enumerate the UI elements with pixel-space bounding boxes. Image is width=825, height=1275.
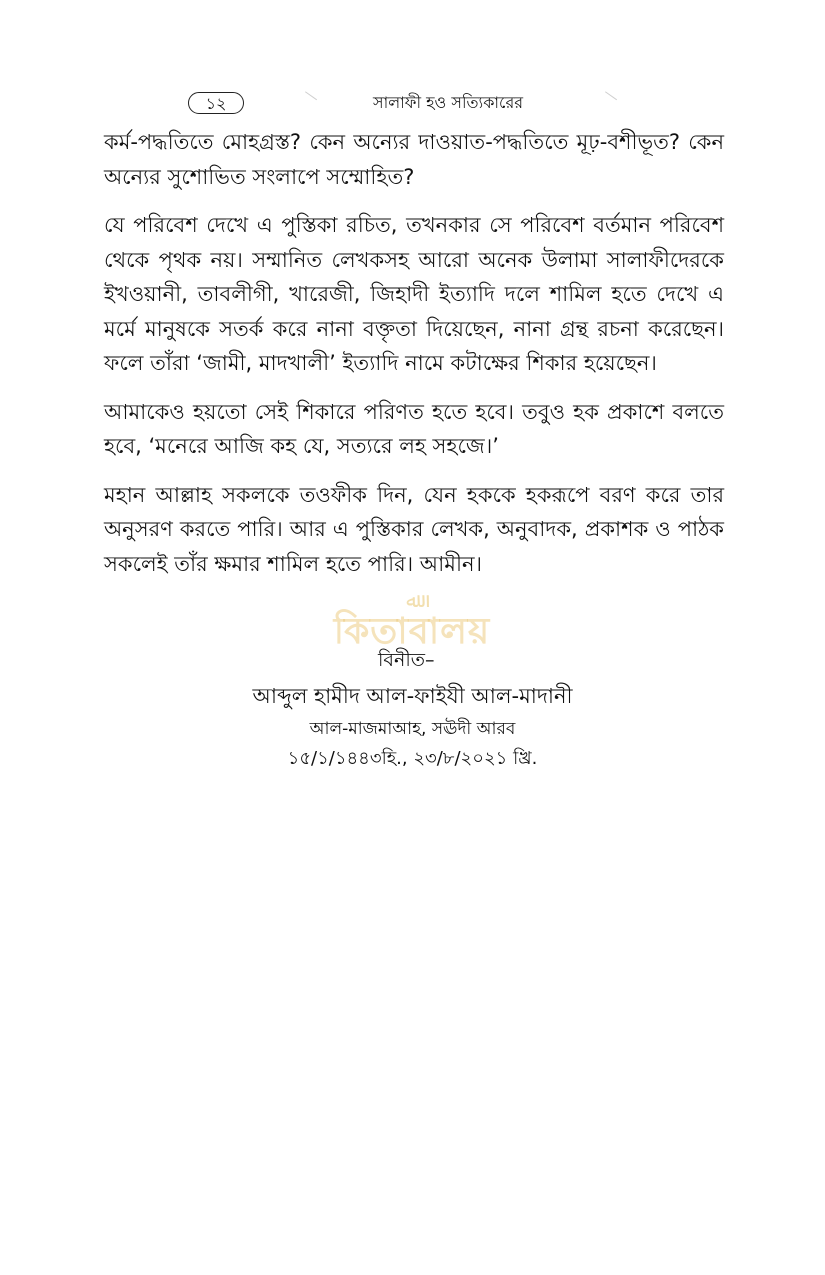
running-title: সালাফী হও সত্যিকারের (373, 93, 524, 112)
paragraph: কর্ম-পদ্ধতিতে মোহগ্রস্ত? কেন অন্যের দাওয়াত-পদ্ধতিতে মূঢ়-বশীভূত? কেন অন্যের সুশোভিত সংলাপে সম্মোহিত? (104, 130, 724, 189)
watermark-text: কিতাবালয় (333, 611, 491, 652)
paragraph: মহান আল্লাহ সকলকে তওফীক দিন, যেন হককে হকরূপে বরণ করে তার অনুসরণ করতে পারি। আর এ পুস্তিকার লেখক, অনুবাদক, প্রকাশক ও পাঠক সকলেই তাঁর ক্ষমার শামিল হতে পারি। আমীন। (104, 482, 724, 576)
paragraph: যে পরিবেশ দেখে এ পুস্তিকা রচিত, তখনকার সে পরিবেশ বর্তমান পরিবেশ থেকে পৃথক নয়। সম্মানিত লেখকসহ আরো অনেক উলামা সালাফীদেরকে ইখওয়ানী, তাবলীগী, খারেজী, জিহাদী ইত্যাদি দলে শামিল হতে দেখে এ মর্মে মানুষকে সতর্ক করে নানা বক্তৃতা দিয়েছেন, নানা গ্রন্থ রচনা করেছেন। ফলে তাঁরা ‘জামী, মাদখালী’ ইত্যাদি নামে কটাক্ষের শিকার হয়েছেন। (104, 213, 724, 375)
crop-mark-icon (597, 91, 617, 111)
closing-salutation: বিনীত– (378, 649, 435, 671)
paragraph: আমাকেও হয়তো সেই শিকারে পরিণত হতে হবে। তবুও হক প্রকাশে বলতে হবে, ‘মনেরে আজি কহ যে, সত্যরে লহ সহজে।’ (104, 399, 724, 458)
author-location: আল-মাজমাআহ, সঊদী আরব (309, 719, 516, 739)
page-header (188, 90, 638, 118)
body-text (104, 125, 724, 595)
watermark-calligraphy-icon: ﷲ (406, 588, 418, 612)
crop-mark-icon (297, 91, 317, 111)
author-name: আব্দুল হামীদ আল-ফাইযী আল-মাদানী (252, 684, 573, 708)
page-number: ১২ (188, 92, 244, 114)
signature-date: ১৫/১/১৪৪৩হি., ২৩/৮/২০২১ খ্রি. (287, 748, 538, 769)
